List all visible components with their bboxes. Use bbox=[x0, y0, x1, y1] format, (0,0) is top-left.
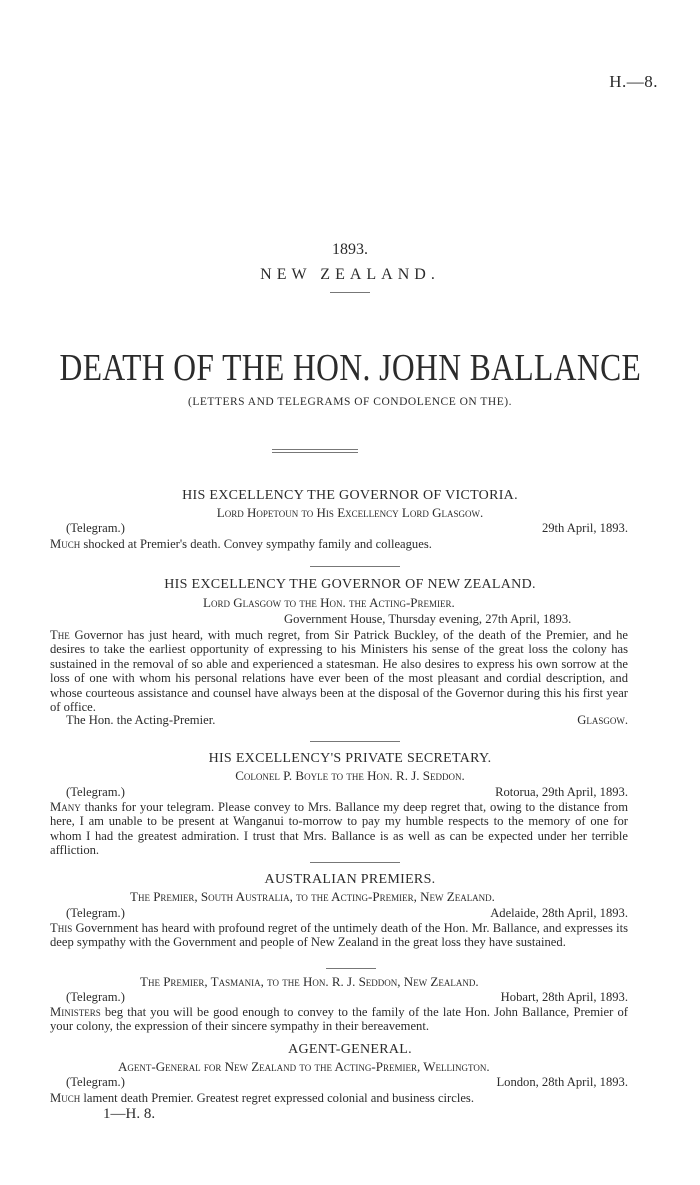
s2-body-text: Governor has just heard, with much regret, from Sir Patrick Buckley, of the death of the Premier, and he desires to take the earliest opportunity of expressing to his Ministers his sense of the great loss the colony has sustained in the removal of so able and experienced a statesman. He also desires to express his own sorrow at the loss of one with whom his personal relations have ever been of the most pleasant and cordial description, and whose courteous assistance and counsel have always been at the disposal of the Governor during this his first year of office. bbox=[50, 628, 628, 715]
s4a-from-to: The Premier, South Australia, to the Acting-Premier, New Zealand. bbox=[130, 889, 495, 904]
s5-heading: AGENT-GENERAL. bbox=[288, 1042, 412, 1057]
signature-mark: 1—H. 8. bbox=[103, 1106, 156, 1122]
s2-signature: Glasgow. bbox=[577, 713, 628, 727]
s4b-body bbox=[50, 1005, 628, 1034]
s2-addressee: The Hon. the Acting-Premier. bbox=[66, 713, 216, 727]
s1-telegram-label: (Telegram.) bbox=[66, 521, 125, 535]
s1-from-to: Lord Hopetoun to His Excellency Lord Glasgow. bbox=[216, 505, 484, 520]
subtitle: (LETTERS AND TELEGRAMS OF CONDOLENCE ON THE). bbox=[188, 396, 512, 408]
s2-rule bbox=[310, 741, 400, 742]
s4a-body-lead: This bbox=[50, 921, 73, 935]
s1-body-text: shocked at Premier's death. Convey sympathy family and colleagues. bbox=[83, 537, 432, 551]
s5-body-lead: Much bbox=[50, 1091, 81, 1105]
s4a-body-text: Government has heard with profound regret of the untimely death of the Hon. Mr. Ballance, and expresses its deep sympathy with the Government and people of New Zealand in the great loss they have sustained. bbox=[50, 921, 628, 950]
s1-body bbox=[50, 537, 432, 552]
s1-body-lead: Much bbox=[50, 537, 81, 551]
s5-place-date: London, 28th April, 1893. bbox=[496, 1075, 628, 1089]
document-reference: H.—8. bbox=[609, 72, 658, 91]
s4b-place-date: Hobart, 28th April, 1893. bbox=[500, 990, 628, 1004]
s1-date: 29th April, 1893. bbox=[541, 521, 628, 535]
main-title: DEATH OF THE HON. JOHN BALLANCE bbox=[59, 347, 642, 389]
s4b-body-lead: Ministers bbox=[50, 1005, 101, 1019]
year: 1893. bbox=[332, 241, 368, 258]
s4-mid-rule bbox=[326, 968, 376, 969]
double-rule-bottom bbox=[272, 452, 358, 453]
s1-rule bbox=[310, 566, 400, 567]
s4a-place-date: Adelaide, 28th April, 1893. bbox=[490, 906, 628, 920]
s4a-telegram-label: (Telegram.) bbox=[66, 906, 125, 920]
s3-from-to: Colonel P. Boyle to the Hon. R. J. Seddon. bbox=[235, 768, 465, 783]
s2-body bbox=[50, 628, 628, 714]
s4a-body bbox=[50, 921, 628, 950]
s3-place-date: Rotorua, 29th April, 1893. bbox=[495, 785, 628, 799]
s5-body bbox=[50, 1091, 474, 1106]
s5-body-text: lament death Premier. Greatest regret expressed colonial and business circles. bbox=[83, 1091, 474, 1105]
s5-telegram-label: (Telegram.) bbox=[66, 1075, 125, 1089]
s2-body-lead: The bbox=[50, 628, 70, 642]
s3-rule bbox=[310, 862, 400, 863]
s2-heading: HIS EXCELLENCY THE GOVERNOR OF NEW ZEALAND. bbox=[164, 577, 536, 592]
s3-body-text: thanks for your telegram. Please convey to Mrs. Ballance my deep regret that, owing to the distance from here, I am unable to be present at Wanganui to-morrow to pay my humble respects to the memory of one for whom I had the greatest admiration. I trust that Mrs. Ballance is as well as can be expected under her terrible affliction. bbox=[50, 800, 628, 858]
s4b-telegram-label: (Telegram.) bbox=[66, 990, 125, 1004]
double-rule-top bbox=[272, 449, 358, 450]
s2-from-to: Lord Glasgow to the Hon. the Acting-Premier. bbox=[203, 595, 455, 610]
title-rule bbox=[330, 292, 370, 293]
s5-from-to: Agent-General for New Zealand to the Acting-Premier, Wellington. bbox=[118, 1059, 490, 1074]
s3-heading: HIS EXCELLENCY'S PRIVATE SECRETARY. bbox=[208, 751, 492, 766]
s3-body-lead: Many bbox=[50, 800, 81, 814]
s1-heading: HIS EXCELLENCY THE GOVERNOR OF VICTORIA. bbox=[182, 488, 518, 503]
s3-telegram-label: (Telegram.) bbox=[66, 785, 125, 799]
s4-heading: AUSTRALIAN PREMIERS. bbox=[264, 872, 436, 887]
s3-body bbox=[50, 800, 628, 858]
s4b-from-to: The Premier, Tasmania, to the Hon. R. J. Seddon, New Zealand. bbox=[140, 974, 479, 989]
s2-place-date: Government House, Thursday evening, 27th April, 1893. bbox=[284, 612, 572, 626]
s4b-body-text: beg that you will be good enough to convey to the family of the late Hon. John Ballance, Premier of your colony, the expression of their sincere sympathy in their bereavement. bbox=[50, 1005, 628, 1034]
country-heading: NEW ZEALAND. bbox=[260, 266, 440, 283]
